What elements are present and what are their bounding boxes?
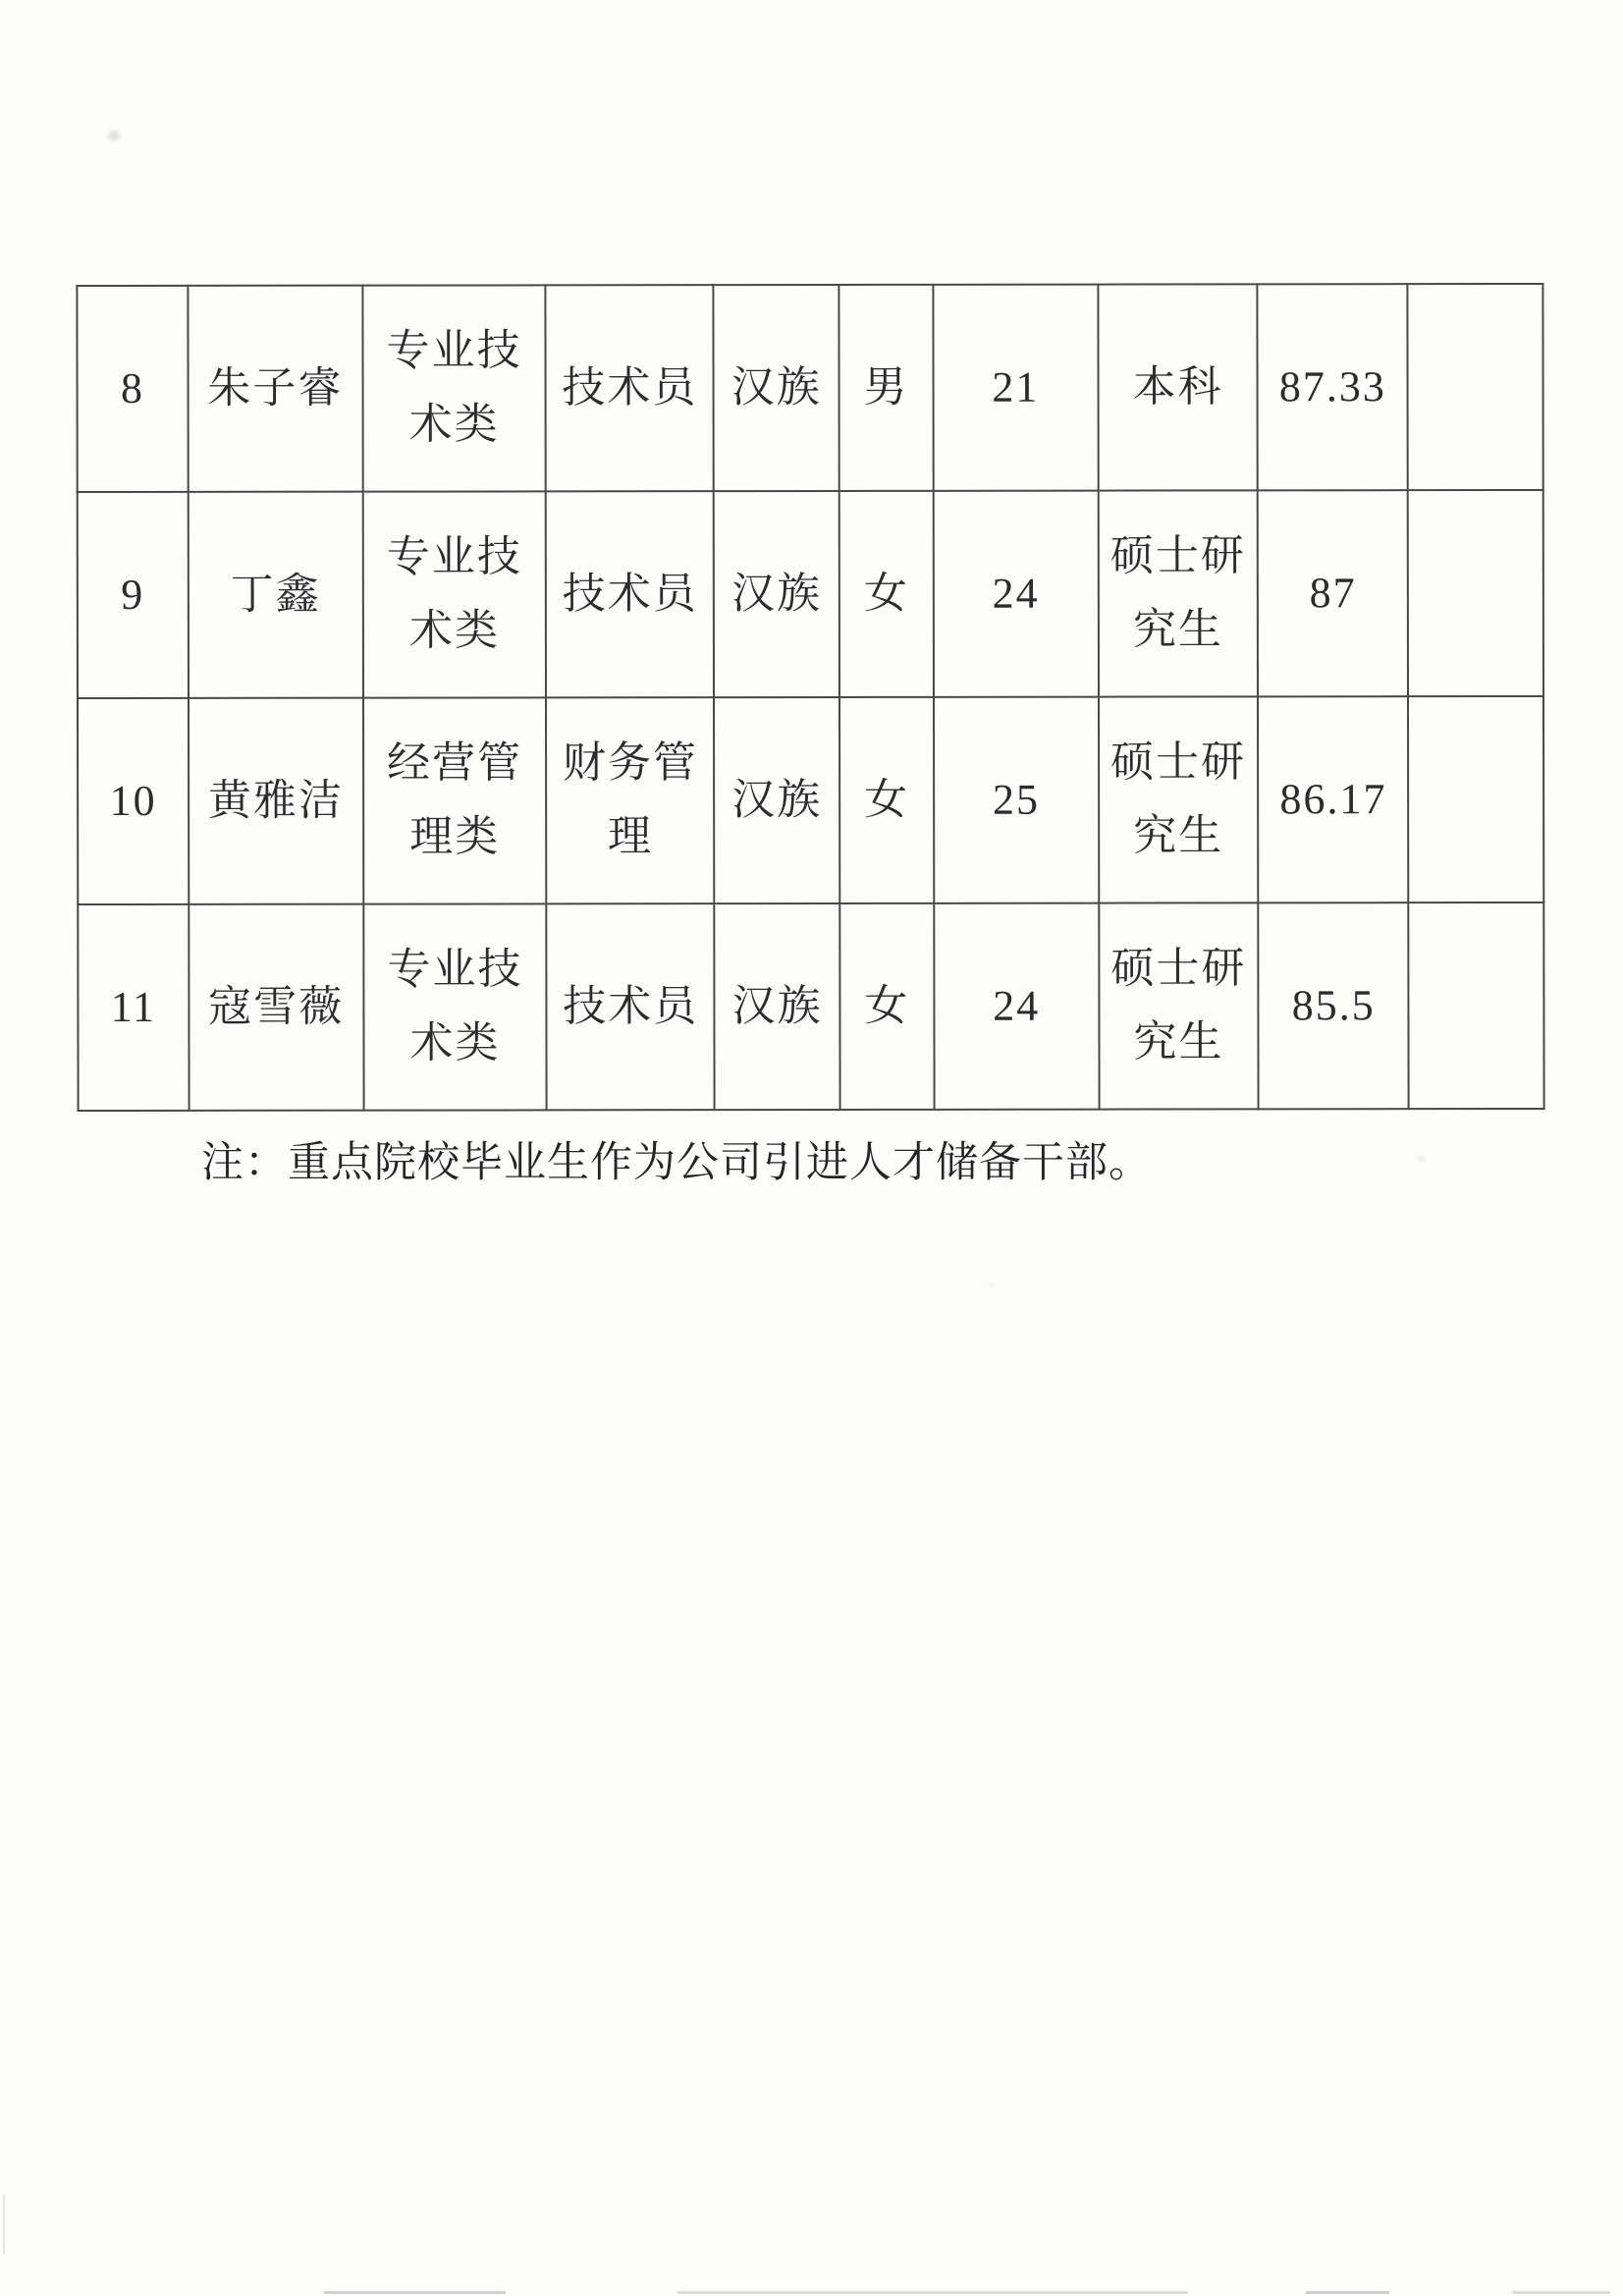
table-cell-score: 87.33 [1258,284,1408,490]
scan-edge-artifact [3,2195,5,2254]
table-cell-gender: 女 [839,903,934,1110]
table-cell-position: 技术员 [547,903,715,1110]
scan-speck [108,131,120,140]
table-cell-category: 专业技术类 [362,491,546,697]
table-cell-name: 朱子睿 [188,286,362,492]
table-row [78,490,1543,698]
table-cell-position: 技术员 [546,285,714,491]
table-row [78,902,1543,1111]
table-cell-age: 21 [933,285,1098,491]
table-cell-ethnicity: 汉族 [714,491,839,697]
scan-edge-artifact [324,2291,506,2294]
table-cell-empty [1408,490,1543,696]
table-cell-seq: 11 [78,904,189,1111]
table-cell-empty [1408,696,1543,902]
table-cell-empty [1408,902,1543,1109]
table-cell-age: 24 [934,491,1099,697]
table-cell-seq: 8 [77,286,188,492]
scan-speck [988,1283,995,1288]
table-body [77,284,1543,1111]
scan-edge-artifact [677,2291,1188,2294]
table-cell-ethnicity: 汉族 [714,697,839,903]
table-row [78,696,1543,904]
scan-speck [1417,1155,1426,1162]
table-cell-position: 技术员 [546,491,714,697]
table-cell-education: 硕士研究生 [1098,490,1258,696]
table-cell-name: 丁鑫 [189,492,363,698]
scan-edge-artifact [1512,2291,1610,2294]
table-cell-position: 财务管理 [546,697,714,903]
table-cell-category: 经营管理类 [363,697,547,903]
table-cell-category: 专业技术类 [363,903,547,1110]
table-cell-seq: 10 [78,698,189,904]
table-cell-empty [1408,284,1543,490]
table-cell-age: 25 [934,697,1099,903]
table-cell-age: 24 [934,903,1099,1110]
table-cell-category: 专业技术类 [362,285,546,491]
applicant-table [76,283,1544,1112]
table-cell-education: 硕士研究生 [1099,696,1259,902]
table-cell-gender: 女 [839,697,934,903]
table-cell-score: 86.17 [1258,696,1408,902]
table-cell-name: 黄雅洁 [189,698,363,904]
table-cell-seq: 9 [78,492,189,698]
table-cell-ethnicity: 汉族 [715,903,840,1110]
table-cell-score: 85.5 [1259,902,1409,1109]
table-row [77,284,1542,492]
note-text: 注：重点院校毕业生作为公司引进人才储备干部。 [201,1140,1152,1186]
scan-edge-artifact [1306,2291,1389,2294]
table-cell-gender: 女 [839,491,934,697]
table-cell-score: 87 [1258,490,1408,696]
table-cell-ethnicity: 汉族 [714,285,839,491]
table-cell-name: 寇雪薇 [189,904,363,1111]
table-cell-gender: 男 [839,285,933,491]
table-cell-education: 本科 [1098,284,1258,490]
table-cell-education: 硕士研究生 [1099,902,1259,1109]
